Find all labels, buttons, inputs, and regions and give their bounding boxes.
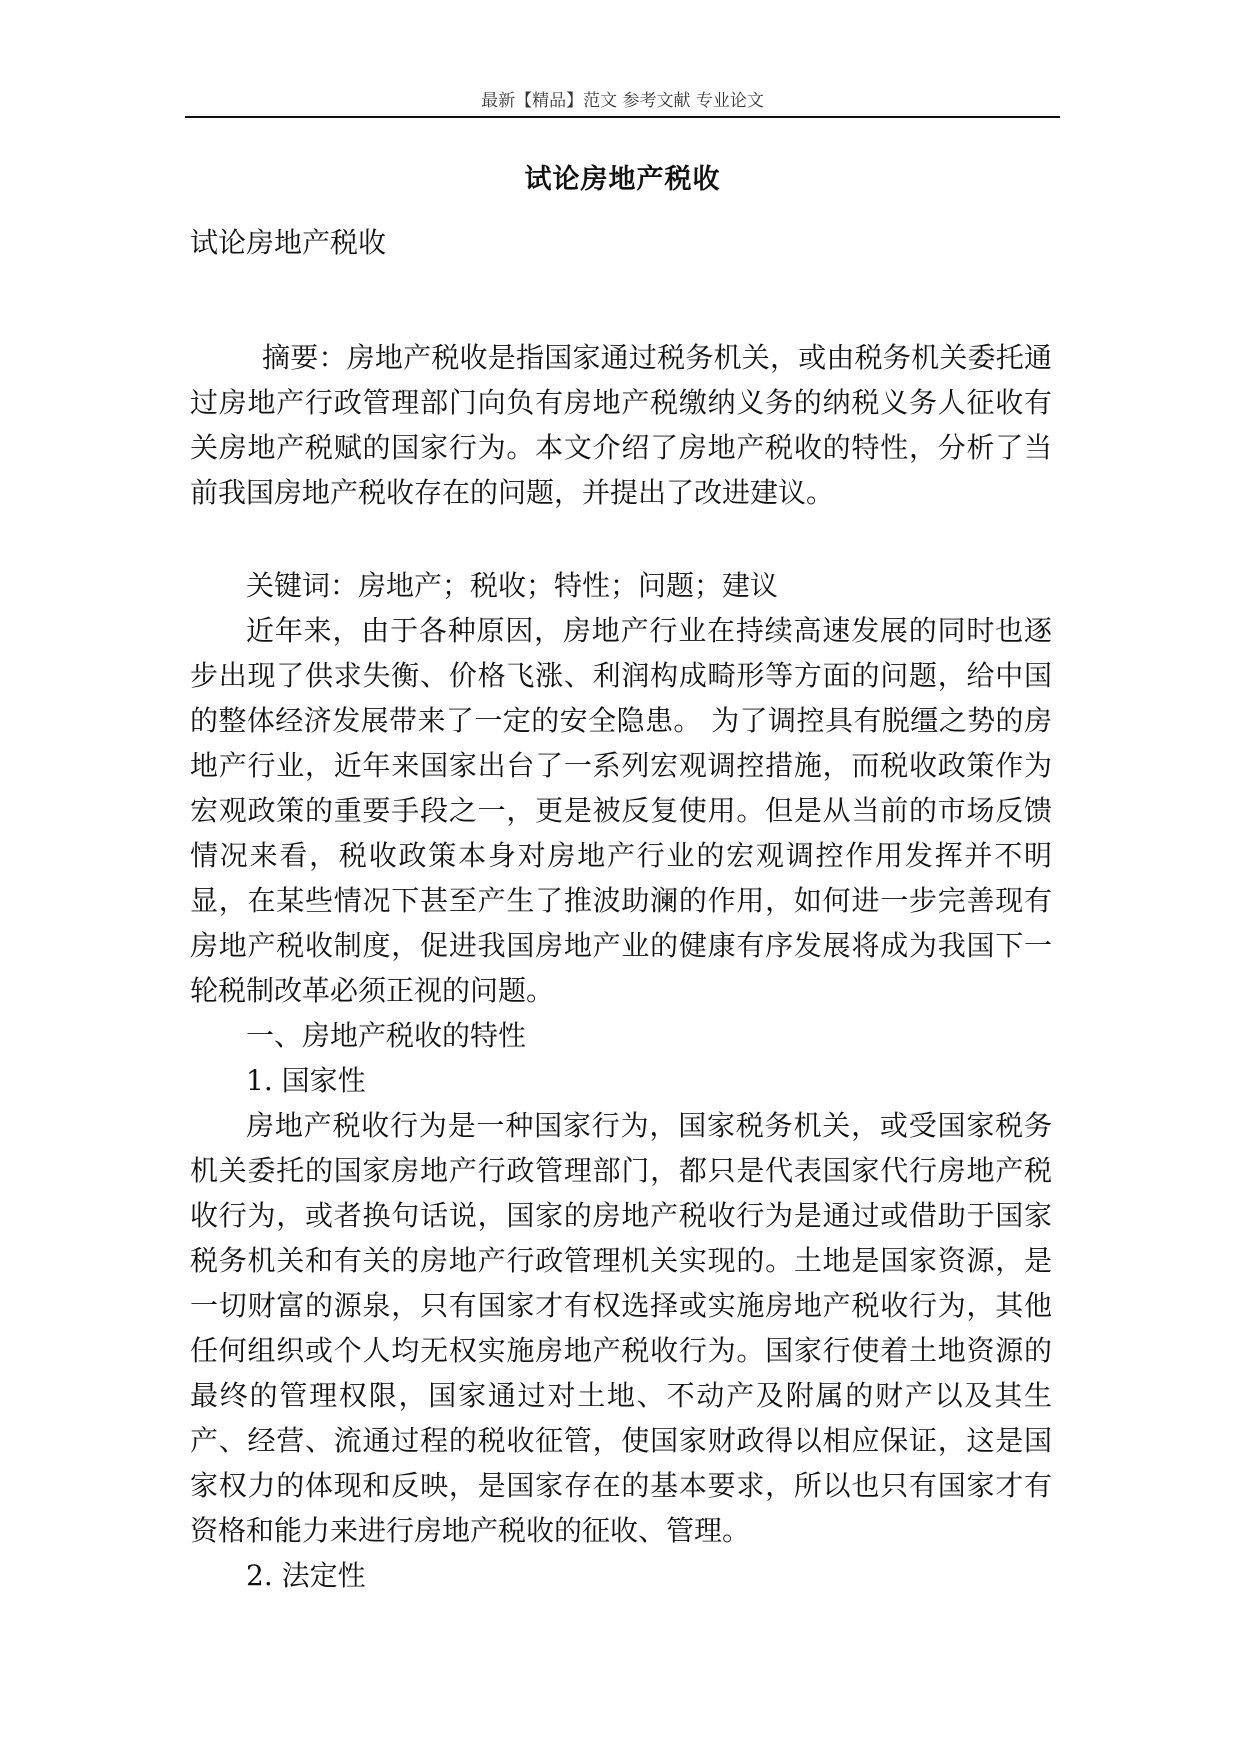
page-header: 最新【精品】范文 参考文献 专业论文 (481, 91, 764, 111)
subsection-heading-legal: 2. 法定性 (246, 1559, 366, 1592)
abstract-paragraph: 摘要：房地产税收是指国家通过税务机关，或由税务机关委托通过房地产行政管理部门向负有房地产税缴纳义务的纳税义务人征收有关房地产税赋的国家行为。本文介绍了房地产税收的特性，分析了当前我国房地产税收存在的问题，并提出了改进建议。 (190, 341, 1052, 509)
body-paragraph: 房地产税收行为是一种国家行为，国家税务机关，或受国家税务机关委托的国家房地产行政管理部门，都只是代表国家代行房地产税收行为，或者换句话说，国家的房地产税收行为是通过或借助于国家税务机关和有关的房地产行政管理机关实现的。土地是国家资源，是一切财富的源泉，只有国家才有权选择或实施房地产税收行为，其他任何组织或个人均无权实施房地产税收行为。国家行使着土地资源的最终的管理权限，国家通过对土地、不动产及附属的财产以及其生产、经营、流通过程的税收征管，使国家财政得以相应保证，这是国家权力的体现和反映，是国家存在的基本要求，所以也只有国家才有资格和能力来进行房地产税收的征收、管理。 (190, 1109, 1052, 1547)
document-title: 试论房地产税收 (524, 164, 721, 195)
header-divider (185, 116, 1060, 118)
intro-paragraph: 近年来，由于各种原因，房地产行业在持续高速发展的同时也逐步出现了供求失衡、价格飞涨、利润构成畸形等方面的问题，给中国的整体经济发展带来了一定的安全隐患。 为了调控具有脱缰之势的房地产行业，近年来国家出台了一系列宏观调控措施，而税收政策作为宏观政策的重要手段之一，更是被反复使用。但是从当前的市场反馈情况来看，税收政策本身对房地产行业的宏观调控作用发挥并不明显，在某些情况下甚至产生了推波助澜的作用，如何进一步完善现有房地产税收制度，促进我国房地产业的健康有序发展将成为我国下一轮税制改革必须正视的问题。 (190, 614, 1052, 1007)
document-body (190, 220, 1052, 1598)
document-subtitle: 试论房地产税收 (190, 226, 387, 259)
subsection-heading-national: 1. 国家性 (246, 1064, 366, 1097)
section-heading: 一、房地产税收的特性 (246, 1019, 527, 1052)
keywords-line: 关键词：房地产；税收；特性；问题；建议 (246, 569, 779, 602)
